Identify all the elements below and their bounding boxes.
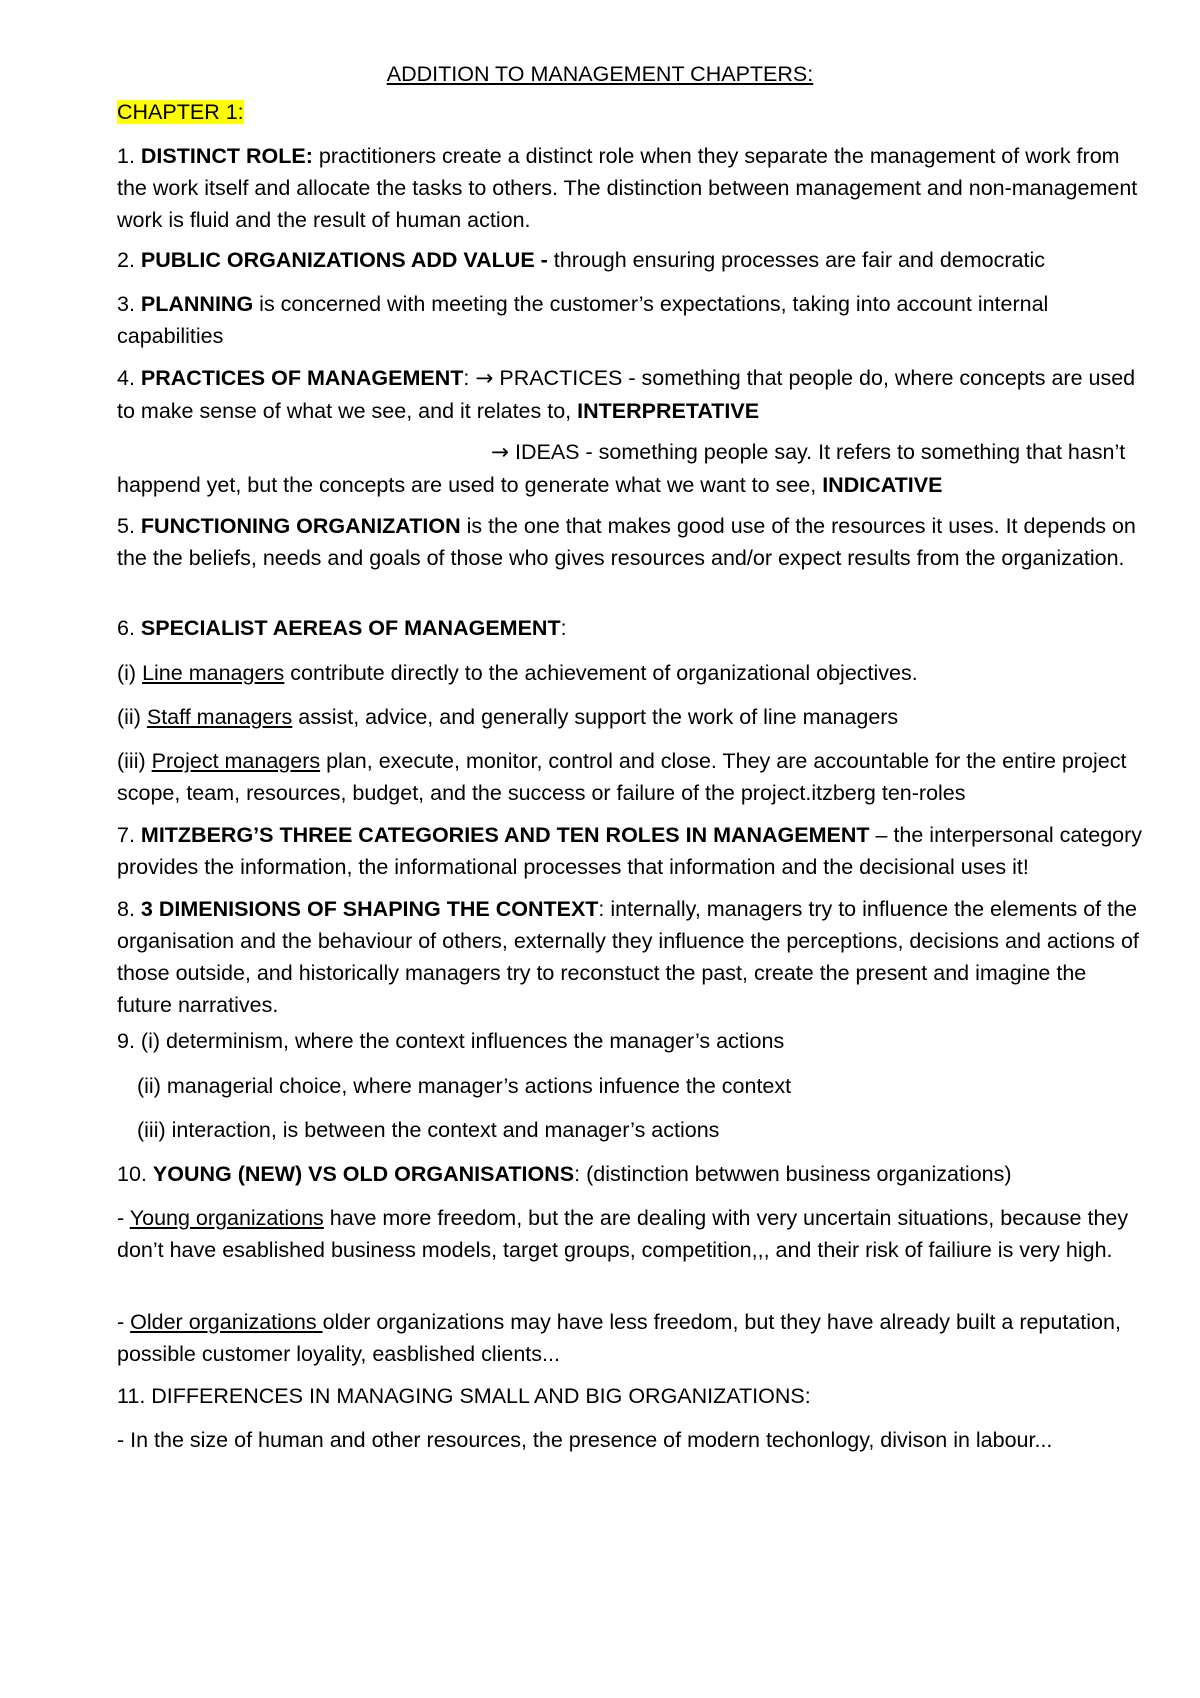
paragraph-10: 10. YOUNG (NEW) VS OLD ORGANISATIONS: (distinction betwwen business organizations) [117, 1162, 1012, 1186]
p1-heading: DISTINCT ROLE: [140, 144, 313, 168]
paragraph-11-a: - In the size of human and other resources, the presence of modern techonlogy, divison in labour... [117, 1428, 1053, 1452]
term-project-managers: Project managers [151, 749, 321, 773]
paragraph-6-ii: (ii) Staff managers assist, advice, and generally support the work of line managers [117, 705, 899, 729]
paragraph-6-i: (i) Line managers contribute directly to the achievement of organizational objectives. [117, 661, 918, 685]
paragraph-9-i: 9. (i) determinism, where the context influences the manager’s actions [117, 1029, 785, 1053]
paragraph-8: 8. 3 DIMENISIONS OF SHAPING THE CONTEXT: internally, managers try to influence the elements of the organisation and the behaviour of others, externally they influence the perceptions, decisions and actions of those outside, and historically managers try to reconstuct the past, create the present and imagine the future narratives. [117, 897, 1139, 1017]
paragraph-4-ideas: → IDEAS - something people say. It refers to something that hasn’t happend yet, but the concepts are used to generate what we want to see, INDICATIVE [117, 440, 1126, 497]
p6-heading: SPECIALIST AEREAS OF MANAGEMENT [140, 616, 561, 640]
p4-heading: PRACTICES OF MANAGEMENT [140, 366, 464, 390]
paragraph-7: 7. MITZBERG’S THREE CATEGORIES AND TEN ROLES IN MANAGEMENT – the interpersonal category provides the information, the informational processes that information and the decisional uses it! [117, 823, 1143, 879]
paragraph-1: 1. DISTINCT ROLE: practitioners create a distinct role when they separate the management of work from the work itself and allocate the tasks to others. The distinction between management and non-management work is fluid and the result of human action. [117, 144, 1138, 232]
p2-heading: PUBLIC ORGANIZATIONS ADD VALUE - [140, 248, 548, 272]
paragraph-9-ii: (ii) managerial choice, where manager’s actions infuence the context [137, 1074, 792, 1098]
p8-heading: 3 DIMENISIONS OF SHAPING THE CONTEXT [140, 897, 599, 921]
right-arrow-icon: → [475, 366, 494, 391]
paragraph-3: 3. PLANNING is concerned with meeting the customer’s expectations, taking into account internal capabilities [117, 292, 1049, 348]
paragraph-2: 2. PUBLIC ORGANIZATIONS ADD VALUE - through ensuring processes are fair and democratic [117, 248, 1045, 272]
paragraph-9-iii: (iii) interaction, is between the context and manager’s actions [137, 1118, 720, 1142]
paragraph-6-iii: (iii) Project managers plan, execute, monitor, control and close. They are accountable for the entire project scope, team, resources, budget, and the success or failure of the project.itzberg ten-roles [117, 749, 1127, 805]
term-older-organizations: Older organizations [130, 1310, 323, 1334]
term-line-managers: Line managers [142, 661, 285, 685]
p4-tag-interpretative: INTERPRETATIVE [577, 399, 760, 423]
paragraph-4: 4. PRACTICES OF MANAGEMENT: → PRACTICES - something that people do, where concepts are used to make sense of what we see, and it relates to, INTERPRETATIVE [117, 366, 1136, 423]
chapter-heading [117, 96, 1147, 128]
term-young-organizations: Young organizations [129, 1206, 324, 1230]
paragraph-10-young: - Young organizations have more freedom, but the are dealing with very uncertain situations, because they don’t have esablished business models, target groups, competition,,, and their risk of failiure is very high. [117, 1206, 1129, 1262]
paragraph-6: 6. SPECIALIST AEREAS OF MANAGEMENT: [117, 616, 567, 640]
paragraph-5: 5. FUNCTIONING ORGANIZATION is the one that makes good use of the resources it uses. It depends on the the beliefs, needs and goals of those who gives resources and/or expect results from the organization. [117, 514, 1136, 570]
p3-heading: PLANNING [140, 292, 254, 316]
right-arrow-icon: → [491, 440, 510, 465]
p7-heading: MITZBERG’S THREE CATEGORIES AND TEN ROLES IN MANAGEMENT [140, 823, 870, 847]
chapter-label: CHAPTER 1: [117, 100, 244, 124]
document-title: ADDITION TO MANAGEMENT CHAPTERS: [386, 62, 814, 86]
p5-heading: FUNCTIONING ORGANIZATION [140, 514, 461, 538]
paragraph-11: 11. DIFFERENCES IN MANAGING SMALL AND BIG ORGANIZATIONS: [117, 1384, 811, 1408]
paragraph-10-older: - Older organizations older organizations may have less freedom, but they have already built a reputation, possible customer loyality, easblished clients... [117, 1310, 1121, 1366]
p4-tag-indicative: INDICATIVE [822, 473, 943, 497]
term-staff-managers: Staff managers [146, 705, 293, 729]
p10-heading: YOUNG (NEW) VS OLD ORGANISATIONS [152, 1162, 575, 1186]
